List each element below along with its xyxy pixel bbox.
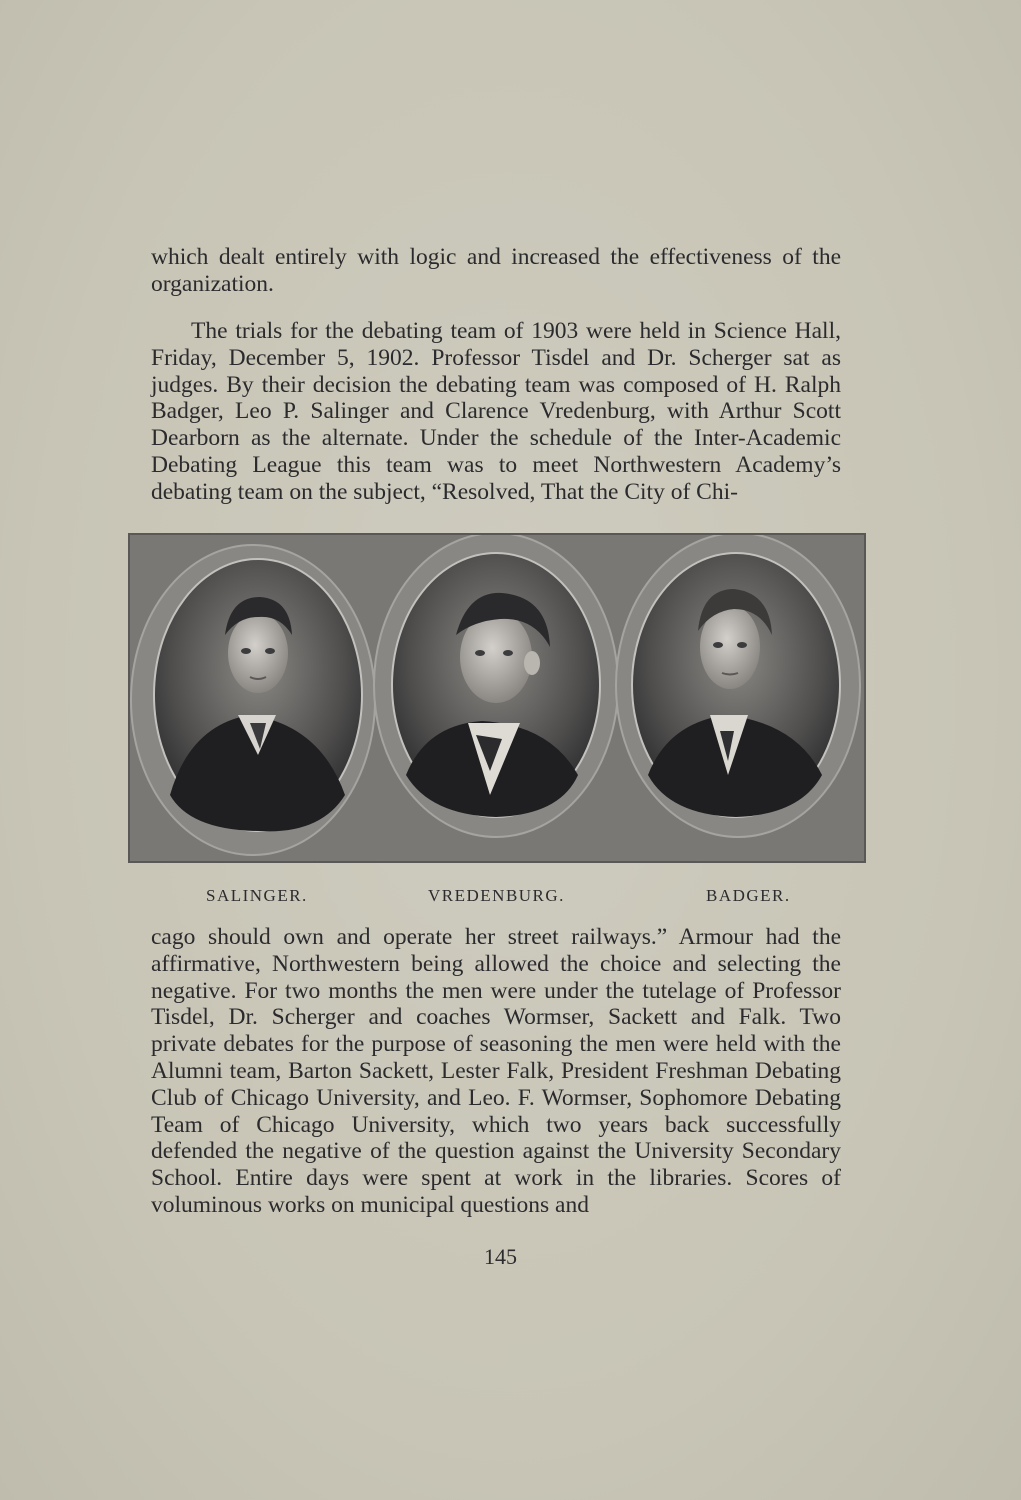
team-portrait-photo bbox=[128, 533, 866, 863]
trials-paragraph bbox=[151, 318, 841, 506]
trials-paragraph-text: The trials for the debating team of 1903 were held in Science Hall, Friday, December 5, 1902. Professor Tisdel and Dr. Scherger sat as judges. By their decision the debating team was composed of H. Ralph Badger, Leo P. Salinger and Clarence Vredenburg, with Arthur Scott Dearborn as the alternate. Under the schedule of the Inter-Academic Debating League this team was to meet Northwestern Academy’s debating team on the subject, “Resolved, That the City of Chi- bbox=[151, 318, 841, 505]
portrait-badger bbox=[616, 535, 860, 837]
intro-paragraph bbox=[151, 244, 841, 298]
continuation-paragraph bbox=[151, 924, 841, 1219]
page-number: 145 bbox=[484, 1244, 517, 1269]
continuation-paragraph-text: cago should own and operate her street railways.” Armour had the affirmative, Northwestern being allowed the choice and selecting the negative. For two months the men were under the tutelage of Professor Tisdel, Dr. Scherger and coaches Wormser, Sackett and Falk. Two private debates for the purpose of seasoning the men were held with the Alumni team, Barton Sackett, Lester Falk, President Freshman Debating Club of Chicago University, and Leo. F. Wormser, Sophomore Debating Team of Chicago University, which two years back successfully defended the negative of the question against the University Secondary School. Entire days were spent at work in the libraries. Scores of voluminous works on municipal questions and bbox=[151, 924, 841, 1218]
intro-paragraph-text: which dealt entirely with logic and increased the effectiveness of the organization. bbox=[151, 244, 841, 297]
caption-badger: BADGER. bbox=[706, 886, 791, 905]
portrait-vredenburg bbox=[374, 535, 618, 837]
portrait-salinger bbox=[131, 545, 375, 855]
caption-vredenburg: VREDENBURG. bbox=[428, 886, 565, 905]
caption-salinger: SALINGER. bbox=[206, 886, 308, 905]
